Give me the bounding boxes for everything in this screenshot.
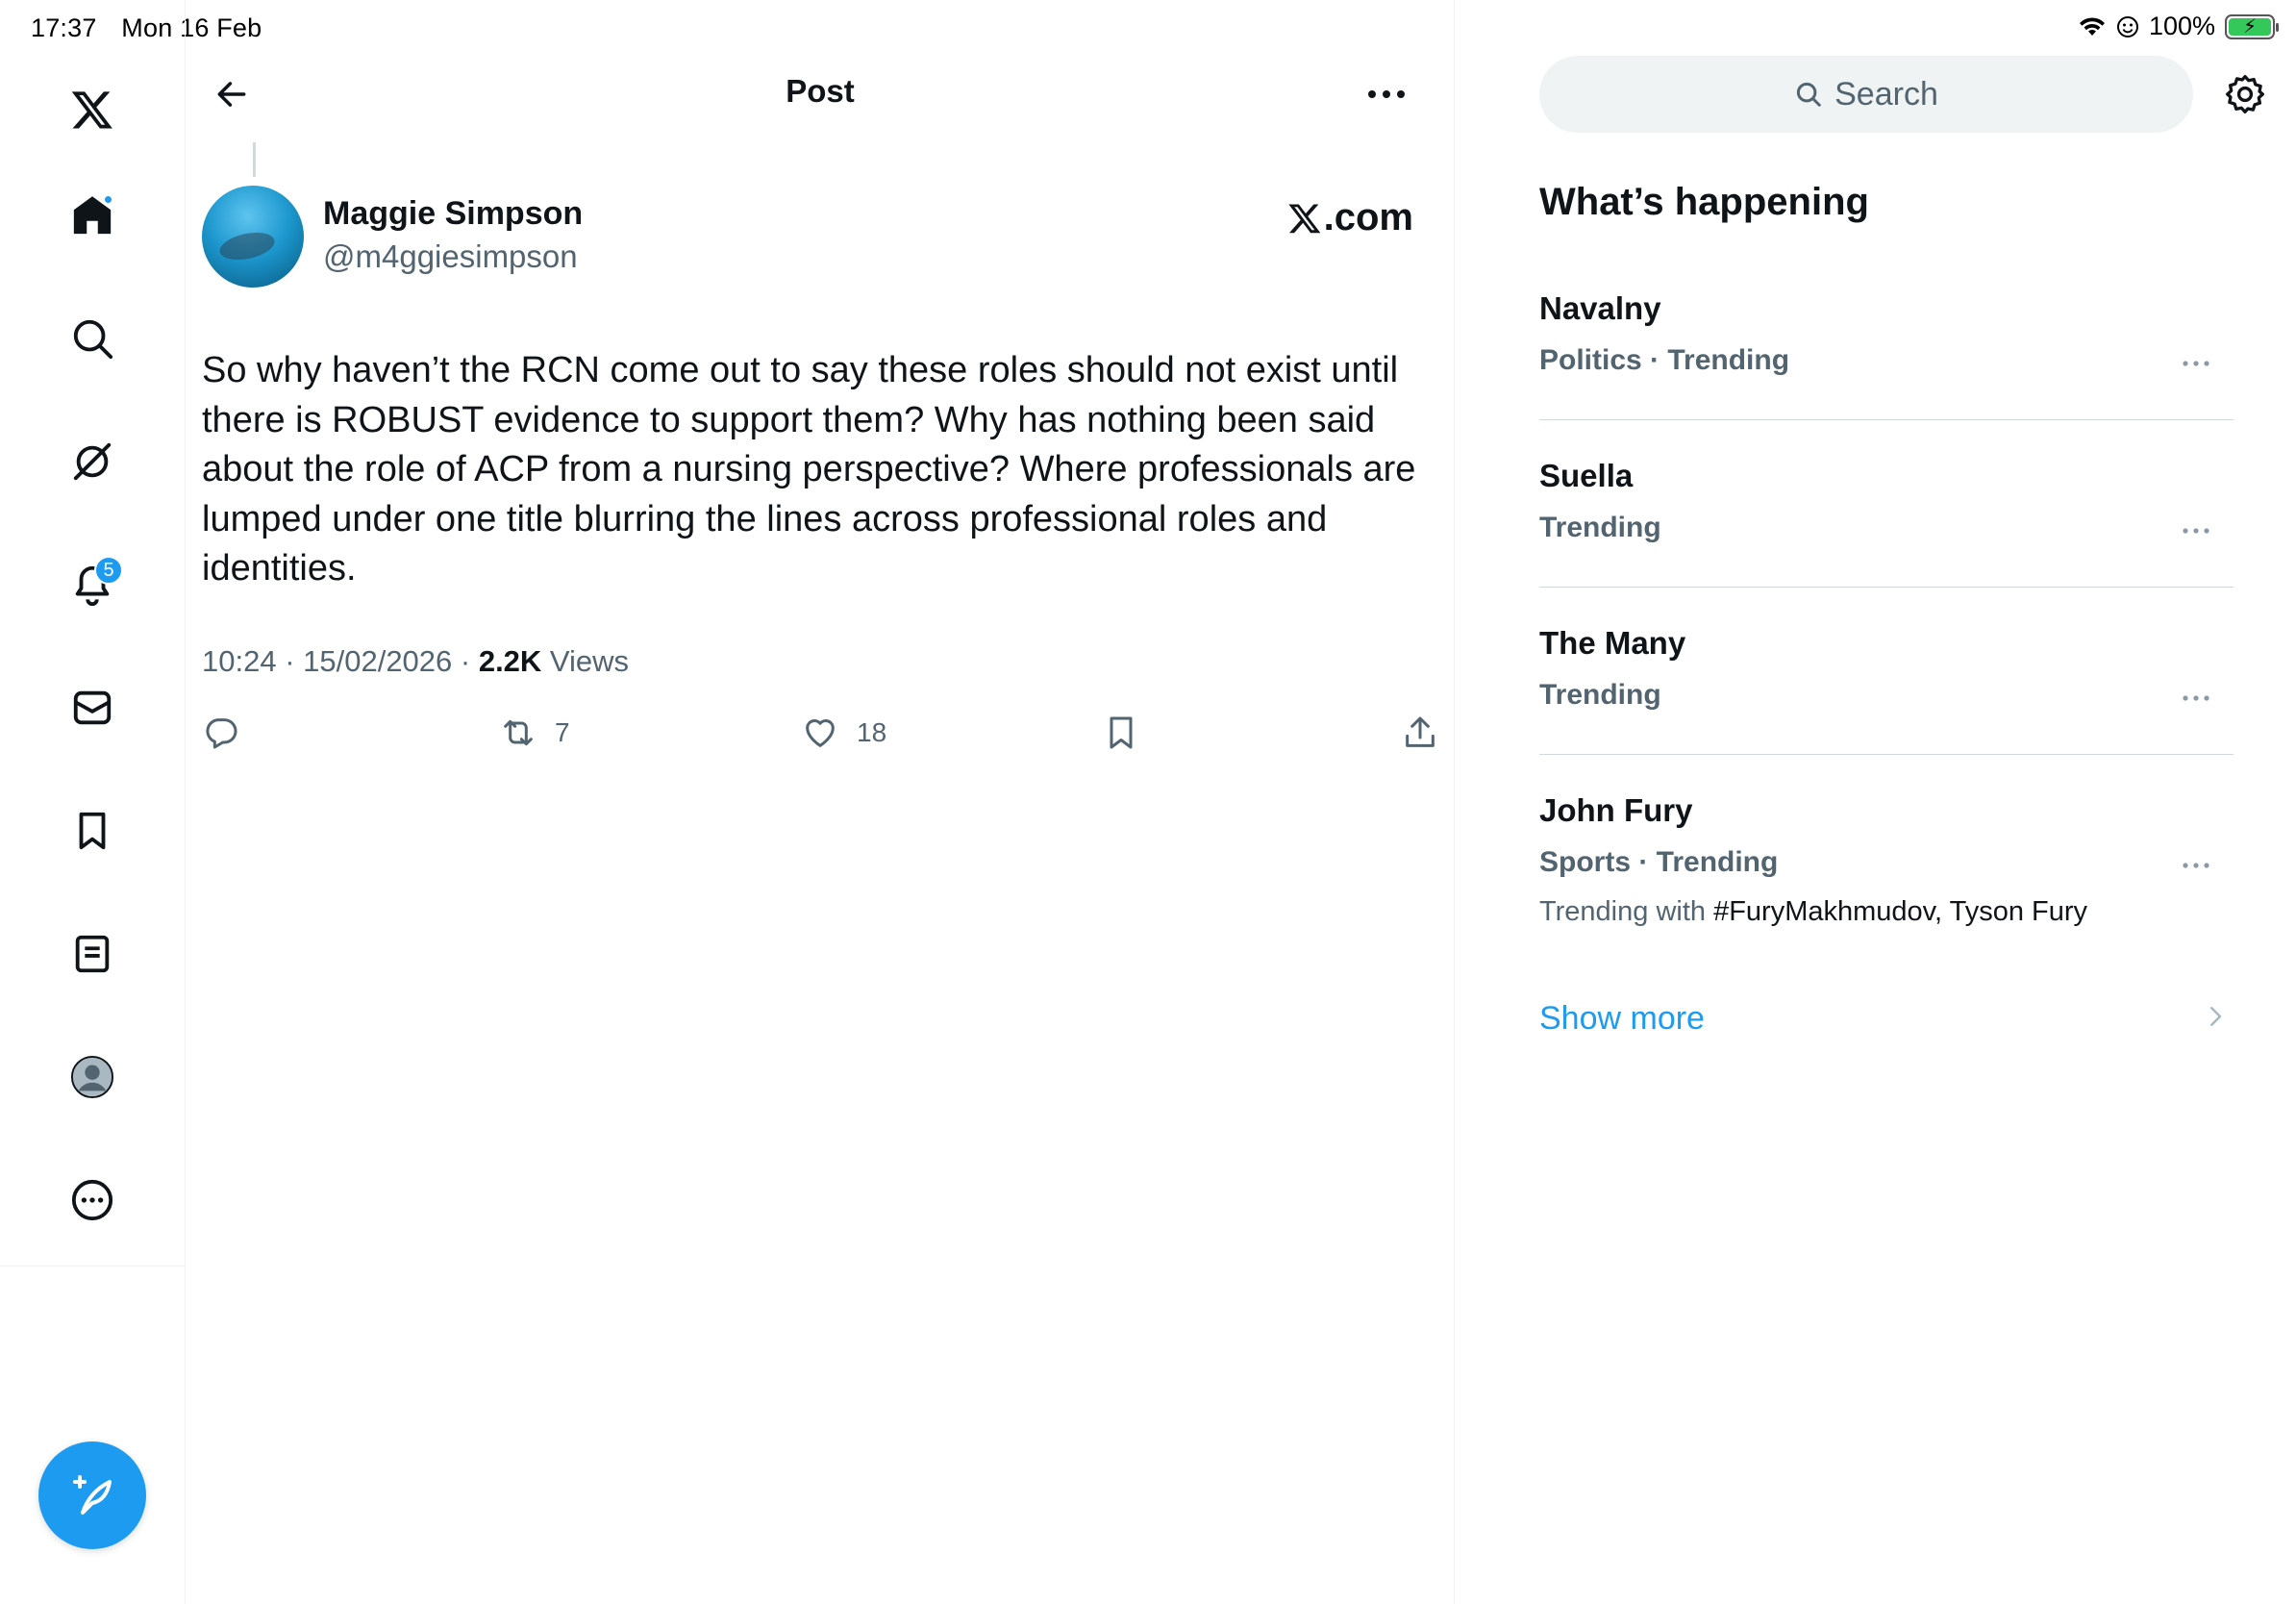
grok-icon <box>70 439 114 484</box>
author-avatar[interactable] <box>202 186 304 288</box>
nav-search[interactable] <box>60 306 125 371</box>
trend-item[interactable] <box>1539 792 2234 956</box>
right-sidebar <box>1455 0 2296 1604</box>
trend-related-label: Trending with <box>1539 896 1714 927</box>
views-count: 2.2K <box>478 644 542 678</box>
nav-profile[interactable] <box>60 1044 125 1110</box>
nav-home[interactable] <box>60 183 125 248</box>
trend-name: Suella <box>1539 458 1634 493</box>
trend-related <box>1539 896 2087 928</box>
source-label: .com <box>1323 196 1413 238</box>
views-label: Views <box>541 644 630 678</box>
mail-icon <box>70 686 114 730</box>
status-date: Mon 16 Feb <box>121 13 262 42</box>
trend-item[interactable] <box>1539 290 2234 420</box>
section-title: What’s happening <box>1539 181 1869 223</box>
share-icon <box>1401 714 1439 752</box>
nav-more[interactable] <box>60 1167 125 1233</box>
profile-icon <box>70 1055 114 1099</box>
author-handle[interactable]: @m4ggiesimpson <box>323 238 578 274</box>
battery-icon: ⚡ <box>2225 14 2275 39</box>
nav-notifications[interactable] <box>60 552 125 617</box>
page-title: Post <box>786 73 855 109</box>
more-horizontal-icon <box>2182 862 2210 869</box>
trend-category: Trending <box>1539 679 1661 711</box>
heart-icon <box>801 714 839 752</box>
compose-feather-icon <box>69 1472 115 1518</box>
more-circle-icon <box>70 1178 114 1222</box>
nav-messages[interactable] <box>60 675 125 740</box>
search-placeholder: Search <box>1834 75 1938 113</box>
bookmark-icon <box>70 809 114 853</box>
trend-category: Sports · Trending <box>1539 846 1779 878</box>
more-horizontal-icon <box>2182 360 2210 367</box>
more-horizontal-icon <box>2182 527 2210 535</box>
post-more-button[interactable] <box>1358 67 1415 121</box>
reply-button[interactable] <box>202 714 240 752</box>
retweet-count: 7 <box>555 717 570 747</box>
show-more-link[interactable]: Show more <box>1539 1000 1705 1037</box>
trend-category: Politics · Trending <box>1539 344 1790 376</box>
post-text: So why haven’t the RCN come out to say these roles should not exist until there is ROBUST evidence to support them? Why has nothing been said about the role of ACP from a nursing perspective? Where professionals are lumped under one title blurring the lines across professional roles and identities. <box>202 350 1416 589</box>
trend-more-button[interactable] <box>2172 679 2220 717</box>
retweet-button[interactable] <box>499 714 570 752</box>
trend-category: Trending <box>1539 512 1661 543</box>
trend-item[interactable] <box>1539 625 2234 755</box>
gear-icon <box>2224 73 2266 115</box>
lists-icon <box>70 932 114 976</box>
search-input[interactable] <box>1539 56 2193 133</box>
bookmark-button[interactable] <box>1102 714 1140 752</box>
trend-name: The Many <box>1539 625 1686 661</box>
compose-post-button[interactable] <box>38 1441 146 1549</box>
trend-name: John Fury <box>1539 792 1693 828</box>
post-timestamp[interactable]: 10:24 · 15/02/2026 · <box>202 644 479 678</box>
battery-percent: 100% <box>2148 12 2215 40</box>
nav-lists[interactable] <box>60 921 125 987</box>
nav-bookmarks[interactable] <box>60 798 125 864</box>
source-link[interactable] <box>1287 196 1413 239</box>
like-button[interactable] <box>801 714 886 752</box>
notifications-badge: 5 <box>94 556 123 585</box>
more-horizontal-icon <box>1365 88 1408 100</box>
search-icon <box>1794 80 1823 109</box>
share-button[interactable] <box>1401 714 1439 752</box>
trend-name: Navalny <box>1539 290 1661 326</box>
x-logo-icon[interactable] <box>60 77 125 142</box>
post-detail-column <box>186 0 1455 1604</box>
reply-icon <box>202 714 240 752</box>
trend-item[interactable] <box>1539 458 2234 588</box>
bookmark-icon <box>1102 714 1140 752</box>
author-name[interactable]: Maggie Simpson <box>323 195 584 232</box>
trend-related-terms[interactable]: #FuryMakhmudov, Tyson Fury <box>1713 896 2088 927</box>
like-count: 18 <box>857 717 887 747</box>
chevron-right-icon <box>2201 1002 2230 1031</box>
x-logo-icon <box>1287 201 1322 236</box>
trend-more-button[interactable] <box>2172 344 2220 383</box>
thread-connector-line <box>253 142 256 177</box>
status-time: 17:37 <box>31 13 97 42</box>
retweet-icon <box>499 714 537 752</box>
left-nav <box>0 0 186 1604</box>
nav-grok[interactable] <box>60 429 125 494</box>
settings-button[interactable] <box>2220 69 2270 119</box>
trend-more-button[interactable] <box>2172 846 2220 885</box>
search-icon <box>70 316 114 361</box>
home-unread-dot <box>103 194 113 205</box>
post-meta <box>202 644 629 679</box>
trend-more-button[interactable] <box>2172 512 2220 550</box>
more-horizontal-icon <box>2182 694 2210 702</box>
